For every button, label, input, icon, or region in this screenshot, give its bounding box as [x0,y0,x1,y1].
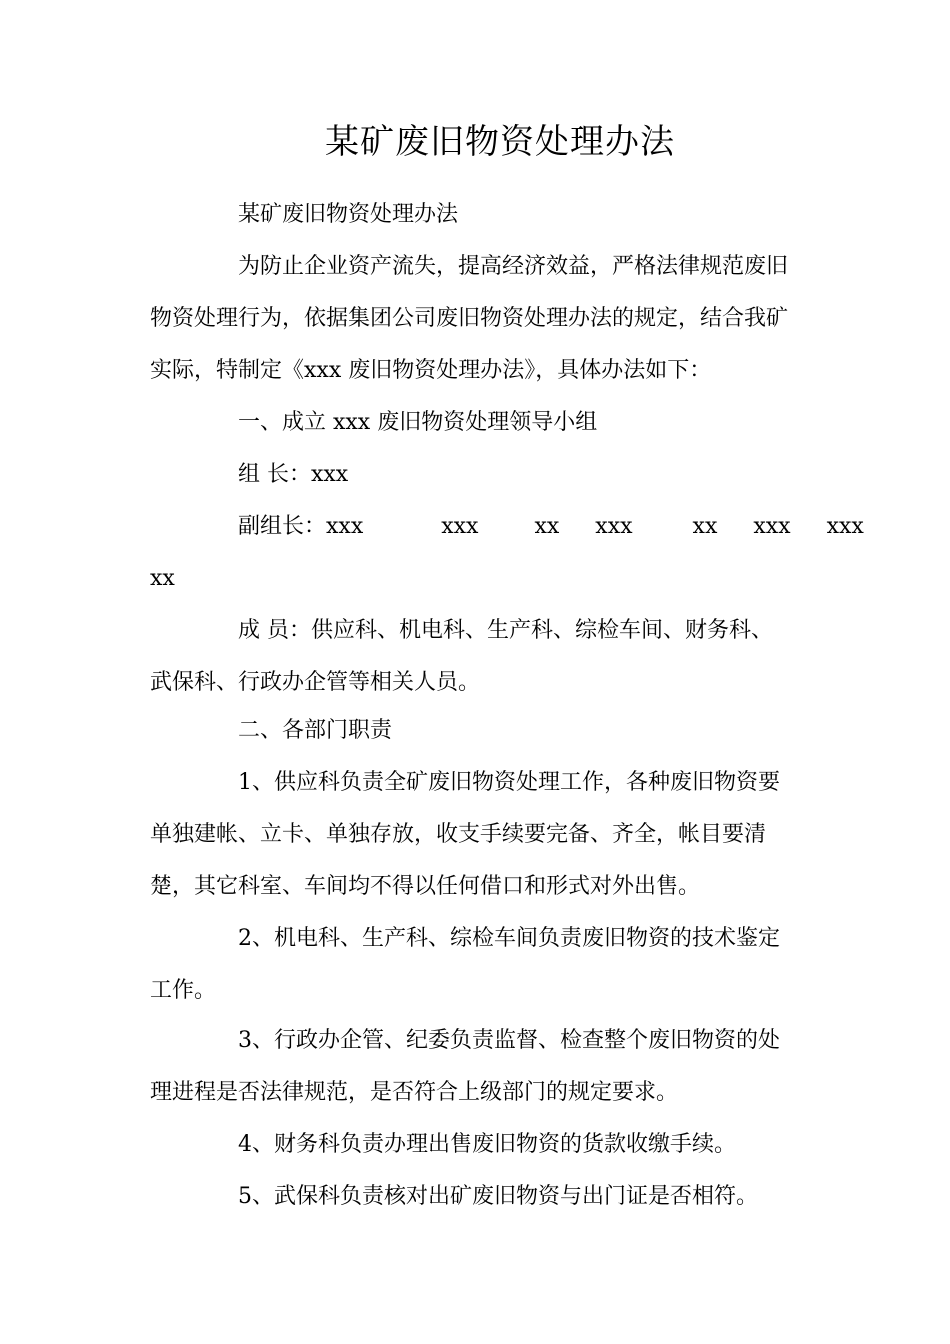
deputy-name: xx [692,514,718,539]
leader-line: 组 长：xxx [238,462,349,487]
subtitle-line: 某矿废旧物资处理办法 [238,202,459,227]
deputy-name-continued: xx [150,566,175,591]
members-line: 武保科、行政办企管等相关人员。 [150,670,481,695]
section-heading: 一、成立 xxx 废旧物资处理领导小组 [238,410,598,435]
paragraph-line: 工作。 [150,978,217,1003]
deputy-name: xxx [595,514,633,539]
paragraph-line: 5、武保科负责核对出矿废旧物资与出门证是否相符。 [238,1184,758,1209]
paragraph-line: 2、机电科、生产科、综检车间负责废旧物资的技术鉴定 [238,926,780,951]
deputy-name: xxx [826,514,864,539]
members-line: 成 员：供应科、机电科、生产科、综检车间、财务科、 [238,618,773,643]
deputy-leader-label: 副组长：xxx [238,514,364,539]
deputy-name: xxx [753,514,791,539]
paragraph-line: 3、行政办企管、纪委负责监督、检查整个废旧物资的处 [238,1028,780,1053]
section-heading: 二、各部门职责 [238,718,393,743]
paragraph-line: 实际，特制定《xxx 废旧物资处理办法》，具体办法如下： [150,358,712,383]
paragraph-line: 1、供应科负责全矿废旧物资处理工作，各种废旧物资要 [238,770,780,795]
deputy-name: xx [534,514,560,539]
paragraph-line: 为防止企业资产流失，提高经济效益，严格法律规范废旧 [238,254,789,279]
paragraph-line: 单独建帐、立卡、单独存放，收支手续要完备、齐全，帐目要清 [150,822,767,847]
paragraph-line: 4、财务科负责办理出售废旧物资的货款收缴手续。 [238,1132,736,1157]
deputy-name: xxx [441,514,479,539]
paragraph-line: 楚，其它科室、车间均不得以任何借口和形式对外出售。 [150,874,701,899]
paragraph-line: 理进程是否法律规范，是否符合上级部门的规定要求。 [150,1080,679,1105]
paragraph-line: 物资处理行为，依据集团公司废旧物资处理办法的规定，结合我矿 [150,306,789,331]
deputy-leader-line [238,512,864,542]
document-title: 某矿废旧物资处理办法 [325,122,675,162]
